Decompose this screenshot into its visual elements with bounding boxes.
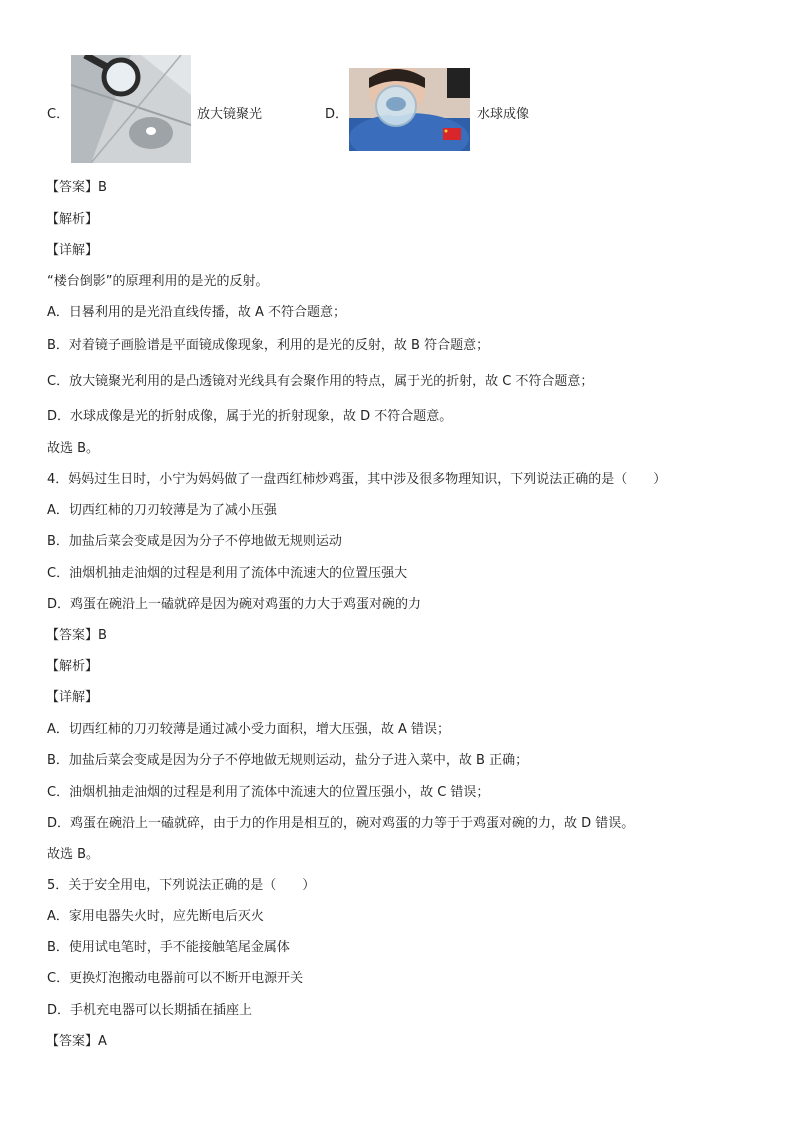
magnifier-image <box>71 55 191 163</box>
q3-answer: 【答案】B <box>46 180 107 195</box>
q5-answer: 【答案】A <box>46 1034 107 1049</box>
water-ball-photo <box>349 68 470 151</box>
option-d-caption: 水球成像 <box>477 107 530 122</box>
q3-detail-line: B．对着镜子画脸谱是平面镜成像现象，利用的是光的反射，故 B 符合题意； <box>47 338 490 353</box>
q4-detail-line: C．油烟机抽走油烟的过程是利用了流体中流速大的位置压强小，故 C 错误； <box>47 785 490 800</box>
water-ball-image <box>349 68 470 151</box>
q5-stem: 5．关于安全用电，下列说法正确的是（ ） <box>47 878 316 893</box>
q5-option-b: B．使用试电笔时，手不能接触笔尾金属体 <box>47 940 290 955</box>
q4-detail-line: A．切西红柿的刀刃较薄是通过减小受力面积，增大压强，故 A 错误； <box>47 722 451 737</box>
q3-analysis-tag: 【解析】 <box>46 212 99 227</box>
q4-detail-line: B．加盐后菜会变咸是因为分子不停地做无规则运动，盐分子进入菜中，故 B 正确； <box>47 753 529 768</box>
q3-detail-line: D．水球成像是光的折射成像，属于光的折射现象，故 D 不符合题意。 <box>47 409 453 424</box>
q3-detail-tag: 【详解】 <box>46 243 99 258</box>
magnifier-photo <box>71 55 191 163</box>
q4-option-a: A．切西红柿的刀刃较薄是为了减小压强 <box>47 503 277 518</box>
q4-answer: 【答案】B <box>46 628 107 643</box>
q5-option-d: D．手机充电器可以长期插在插座上 <box>47 1003 253 1018</box>
q4-option-b: B．加盐后菜会变咸是因为分子不停地做无规则运动 <box>47 534 342 549</box>
option-c-letter: C． <box>47 107 70 122</box>
q5-option-a: A．家用电器失火时，应先断电后灭火 <box>47 909 264 924</box>
q4-conclusion: 故选 B。 <box>47 847 100 862</box>
q3-conclusion: 故选 B。 <box>47 441 100 456</box>
q4-detail-line: D．鸡蛋在碗沿上一磕就碎，由于力的作用是相互的，碗对鸡蛋的力等于于鸡蛋对碗的力，故 D 错误。 <box>47 816 635 831</box>
q3-detail-line: C．放大镜聚光利用的是凸透镜对光线具有会聚作用的特点，属于光的折射，故 C 不符合题意； <box>47 374 594 389</box>
q3-detail-line: “楼台倒影”的原理利用的是光的反射。 <box>47 274 269 289</box>
option-d-letter: D． <box>325 107 349 122</box>
option-c-caption: 放大镜聚光 <box>197 107 263 122</box>
q4-option-c: C．油烟机抽走油烟的过程是利用了流体中流速大的位置压强大 <box>47 566 408 581</box>
q4-detail-tag: 【详解】 <box>46 690 99 705</box>
q3-detail-line: A．日晷利用的是光沿直线传播，故 A 不符合题意； <box>47 305 347 320</box>
q5-option-c: C．更换灯泡搬动电器前可以不断开电源开关 <box>47 971 304 986</box>
q4-option-d: D．鸡蛋在碗沿上一磕就碎是因为碗对鸡蛋的力大于鸡蛋对碗的力 <box>47 597 422 612</box>
q4-analysis-tag: 【解析】 <box>46 659 99 674</box>
q4-stem: 4．妈妈过生日时，小宁为妈妈做了一盘西红柿炒鸡蛋，其中涉及很多物理知识，下列说法正确的是（ ） <box>47 472 667 487</box>
